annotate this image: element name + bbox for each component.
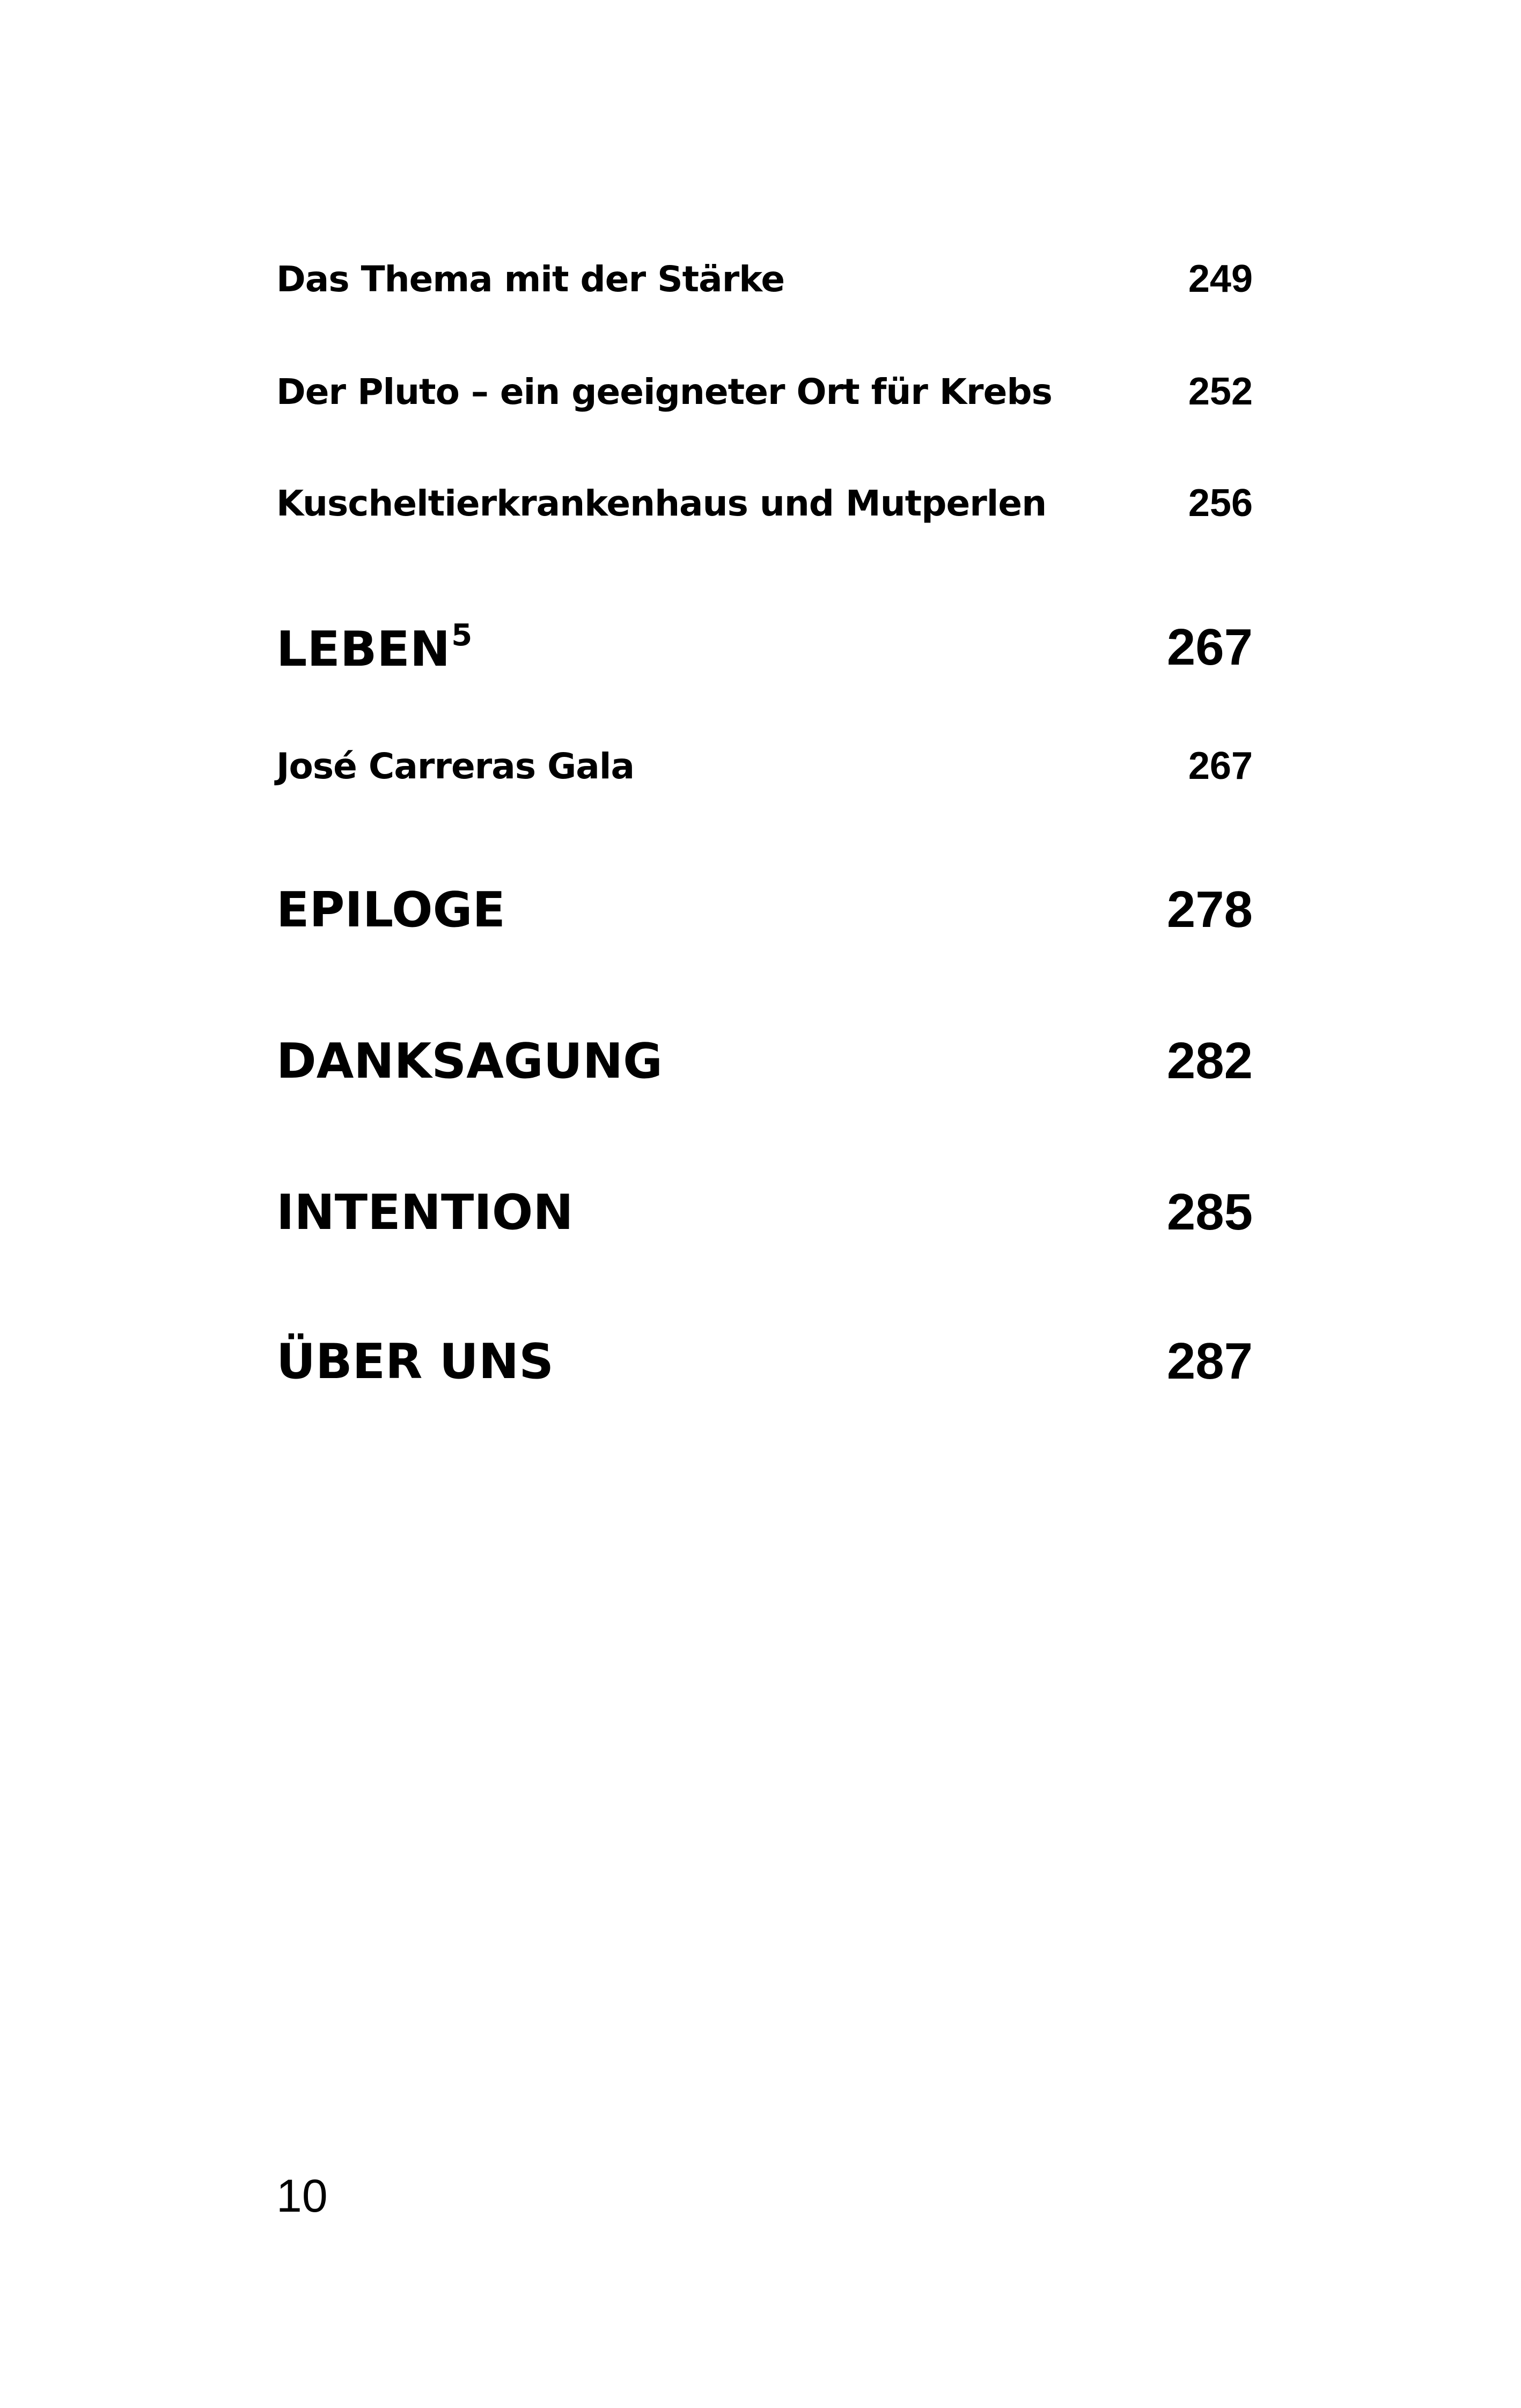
toc-entry-title: Kuscheltierkrankenhaus und Mutperlen — [276, 482, 1047, 524]
toc-chapter-page: 287 — [1166, 1332, 1253, 1390]
toc-entry-carreras-gala — [276, 742, 1253, 790]
toc-chapter-epiloge — [276, 878, 1253, 942]
toc-chapter-intention — [276, 1180, 1253, 1244]
toc-entry-title: José Carreras Gala — [276, 745, 634, 787]
toc-chapter-leben — [276, 615, 1253, 680]
toc-entry-kuscheltierkrankenhaus — [276, 479, 1253, 527]
toc-entry-staerke — [276, 255, 1253, 303]
toc-entry-page: 249 — [1188, 257, 1253, 300]
toc-chapter-page: 267 — [1166, 618, 1253, 676]
page-number: 10 — [276, 2170, 328, 2222]
toc-entry-title: Das Thema mit der Stärke — [276, 258, 785, 300]
toc-chapter-page: 285 — [1166, 1183, 1253, 1241]
toc-chapter-title: INTENTION — [276, 1184, 574, 1241]
toc-chapter-title: ÜBER UNS — [276, 1333, 554, 1390]
toc-entry-page: 256 — [1188, 482, 1253, 525]
toc-chapter-ueber-uns — [276, 1329, 1253, 1394]
toc-chapter-title: EPILOGE — [276, 881, 505, 938]
toc-chapter-page: 282 — [1166, 1032, 1253, 1089]
toc-entry-title: Der Pluto – ein geeigneter Ort für Krebs — [276, 371, 1052, 413]
toc-entry-pluto — [276, 367, 1253, 416]
toc-chapter-title — [276, 618, 472, 678]
toc-chapter-title-text: LEBEN — [276, 621, 451, 678]
toc-entry-page: 252 — [1188, 370, 1253, 413]
toc-chapter-title: DANKSAGUNG — [276, 1033, 663, 1089]
toc-chapter-page: 278 — [1166, 881, 1253, 938]
footnote-superscript: 5 — [451, 617, 473, 653]
toc-chapter-danksagung — [276, 1029, 1253, 1093]
toc-entry-page: 267 — [1188, 745, 1253, 787]
